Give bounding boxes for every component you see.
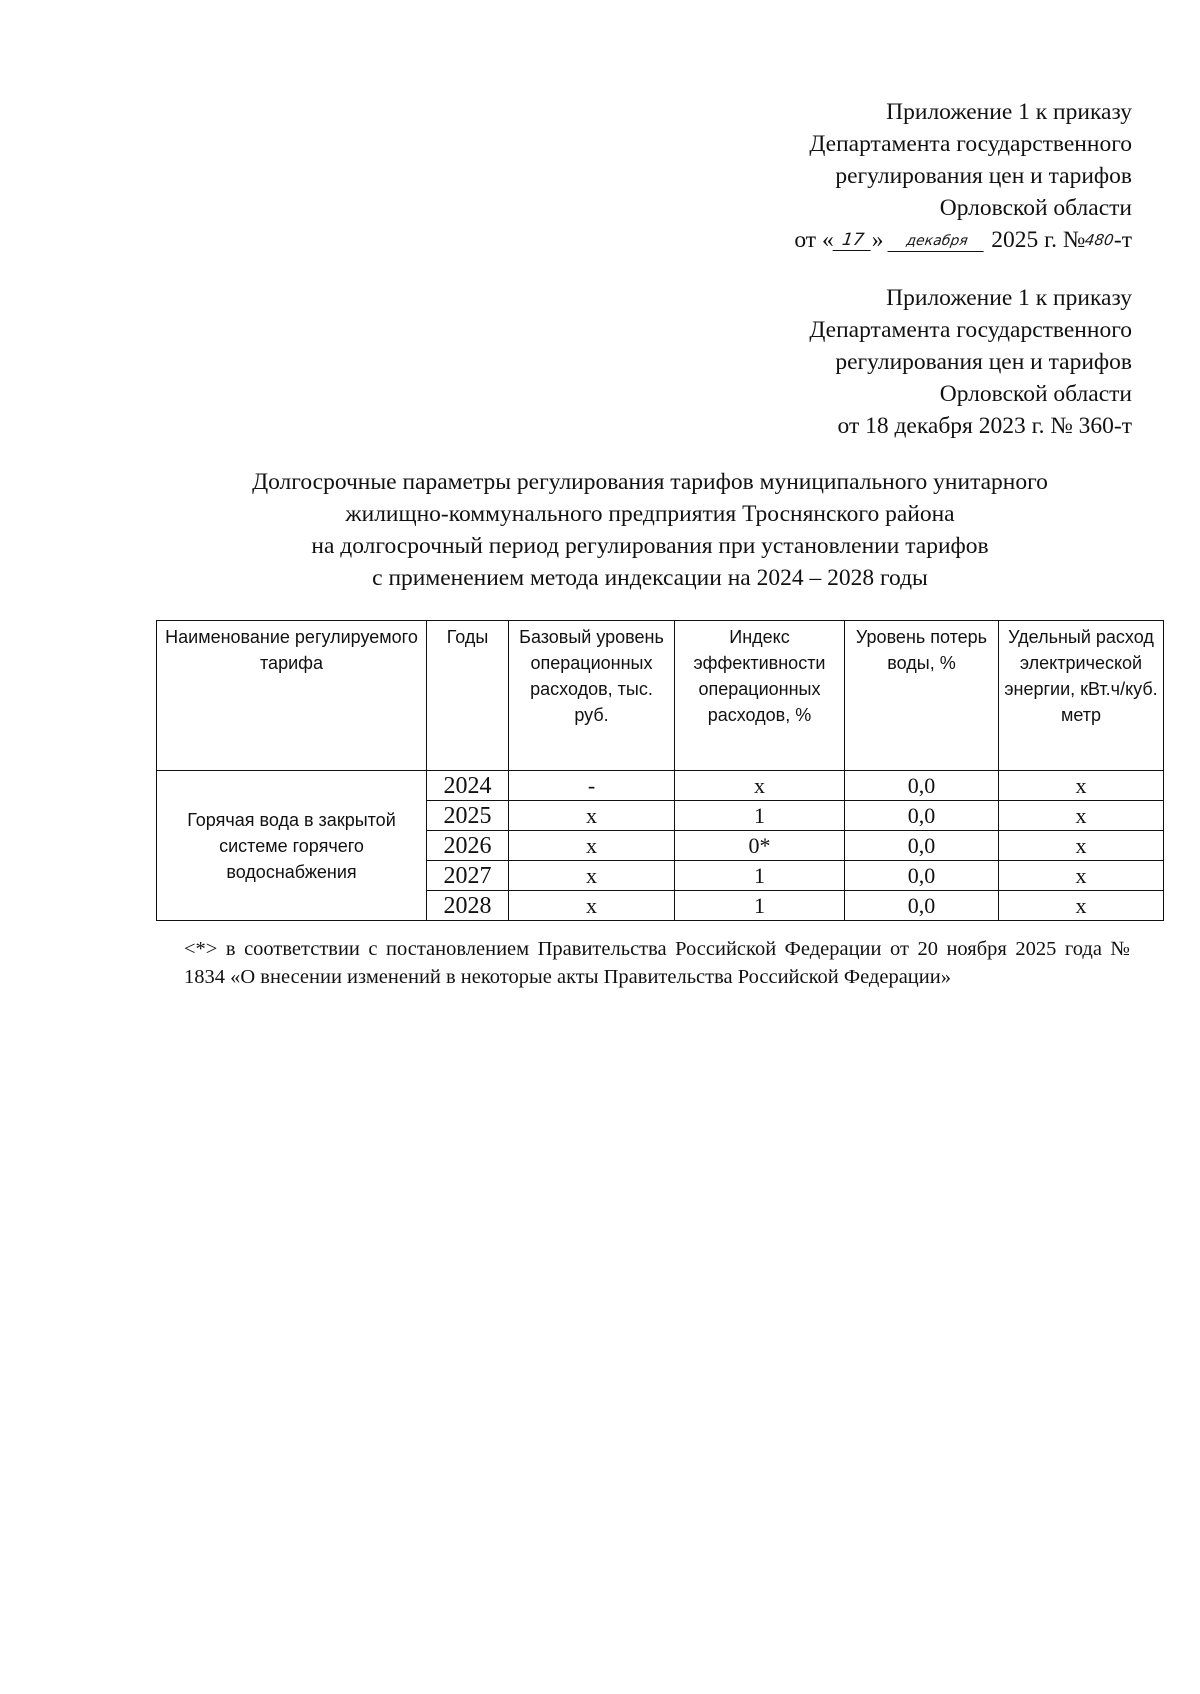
efficiency-index-cell: 1 bbox=[675, 891, 845, 921]
year-cell: 2027 bbox=[427, 861, 509, 891]
appendix-line: регулирования цен и тарифов bbox=[835, 349, 1132, 375]
year-cell: 2028 bbox=[427, 891, 509, 921]
table-row bbox=[157, 771, 1164, 801]
appendix-line: Департамента государственного bbox=[809, 317, 1132, 343]
header-years: Годы bbox=[427, 621, 509, 771]
base-opex-cell: х bbox=[509, 861, 675, 891]
year-cell: 2026 bbox=[427, 831, 509, 861]
base-opex-cell: - bbox=[509, 771, 675, 801]
order-prefix: от « bbox=[794, 227, 834, 253]
appendix-header-previous bbox=[809, 282, 1132, 442]
handwritten-month: декабря bbox=[888, 231, 987, 252]
header-water-losses: Уровень потерь воды, % bbox=[845, 621, 999, 771]
tariff-name-cell: Горячая вода в закрытой системе горячего водоснабжения bbox=[157, 771, 427, 921]
header-energy-consumption: Удельный расход электрической энергии, кВт.ч/куб. метр bbox=[999, 621, 1164, 771]
appendix-line: регулирования цен и тарифов bbox=[835, 163, 1132, 189]
base-opex-cell: х bbox=[509, 891, 675, 921]
header-base-opex: Базовый уровень операционных расходов, тыс. руб. bbox=[509, 621, 675, 771]
appendix-line: Орловской области bbox=[939, 381, 1132, 407]
document-title bbox=[120, 466, 1180, 594]
appendix-line: Орловской области bbox=[939, 195, 1132, 221]
energy-cell: х bbox=[999, 861, 1164, 891]
title-line: с применением метода индексации на 2024 – 2028 годы bbox=[372, 565, 928, 591]
parameters-table bbox=[156, 620, 1164, 921]
title-line: на долгосрочный период регулирования при установлении тарифов bbox=[311, 533, 989, 559]
energy-cell: х bbox=[999, 831, 1164, 861]
footnote: <*> в соответствии с постановлением Правительства Российской Федерации от 20 ноября 2025 года № 1834 «О внесении изменений в некоторые акты Правительства Российской Федерации» bbox=[184, 938, 1130, 988]
water-losses-cell: 0,0 bbox=[845, 861, 999, 891]
appendix-line: от 18 декабря 2023 г. № 360-т bbox=[837, 413, 1132, 439]
appendix-line: Приложение 1 к приказу bbox=[886, 285, 1132, 311]
efficiency-index-cell: х bbox=[675, 771, 845, 801]
base-opex-cell: х bbox=[509, 831, 675, 861]
water-losses-cell: 0,0 bbox=[845, 801, 999, 831]
energy-cell: х bbox=[999, 771, 1164, 801]
appendix-header-current bbox=[794, 96, 1132, 256]
order-suffix: -т bbox=[1113, 227, 1132, 253]
base-opex-cell: х bbox=[509, 801, 675, 831]
efficiency-index-cell: 0* bbox=[675, 831, 845, 861]
efficiency-index-cell: 1 bbox=[675, 801, 845, 831]
efficiency-index-cell: 1 bbox=[675, 861, 845, 891]
energy-cell: х bbox=[999, 801, 1164, 831]
header-tariff-name: Наименование регулируемого тарифа bbox=[157, 621, 427, 771]
appendix-order-date-line bbox=[794, 224, 1132, 256]
header-efficiency-index: Индекс эффективности операционных расходов, % bbox=[675, 621, 845, 771]
water-losses-cell: 0,0 bbox=[845, 771, 999, 801]
table-header-row bbox=[157, 621, 1164, 771]
year-cell: 2025 bbox=[427, 801, 509, 831]
order-quote-close: » bbox=[871, 227, 884, 253]
appendix-line: Департамента государственного bbox=[809, 131, 1132, 157]
year-cell: 2024 bbox=[427, 771, 509, 801]
energy-cell: х bbox=[999, 891, 1164, 921]
order-year: 2025 г. № bbox=[985, 227, 1086, 253]
water-losses-cell: 0,0 bbox=[845, 831, 999, 861]
appendix-line: Приложение 1 к приказу bbox=[886, 99, 1132, 125]
title-line: Долгосрочные параметры регулирования тарифов муниципального унитарного bbox=[252, 469, 1048, 495]
handwritten-order-number: 480 bbox=[1083, 231, 1116, 249]
title-line: жилищно-коммунального предприятия Троснянского района bbox=[345, 501, 955, 527]
handwritten-day: 17 bbox=[832, 230, 873, 251]
water-losses-cell: 0,0 bbox=[845, 891, 999, 921]
